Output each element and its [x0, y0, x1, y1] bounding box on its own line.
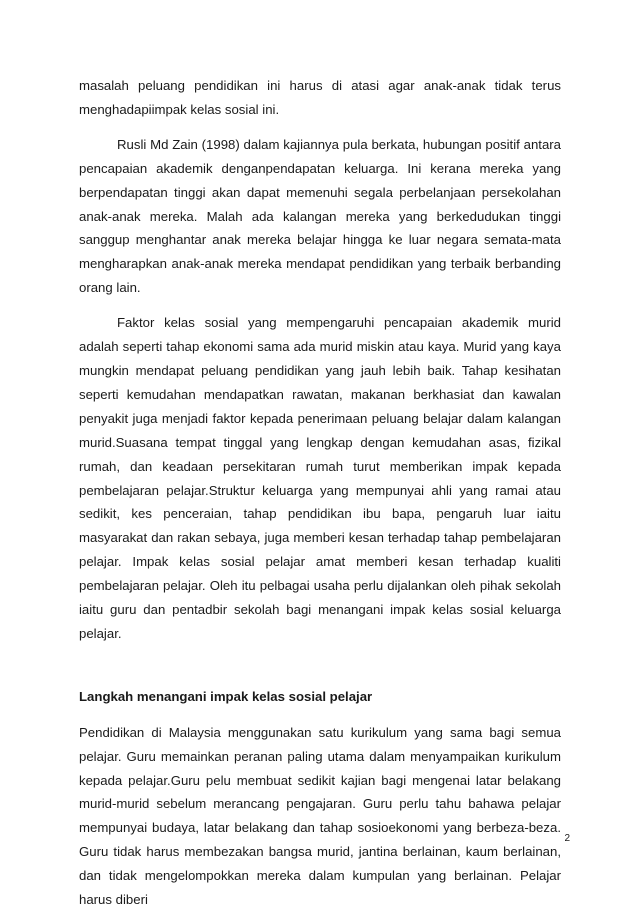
- paragraph-rusli-md-zain: Rusli Md Zain (1998) dalam kajiannya pula berkata, hubungan positif antara pencapaian akademik denganpendapatan keluarga. Ini kerana mereka yang berpendapatan tinggi akan dapat memenuhi segala perbelanjaan persekolahan anak-anak mereka. Malah ada kalangan mereka yang berkedudukan tinggi sanggup menghantar anak mereka belajar hingga ke luar negara semata-mata mengharapkan anak-anak mereka mendapat pendidikan yang terbaik berbanding orang lain.: [79, 136, 561, 296]
- document-body: [79, 74, 561, 912]
- paragraph-pendidikan-malaysia: Pendidikan di Malaysia menggunakan satu kurikulum yang sama bagi semua pelajar. Guru memainkan peranan paling utama dalam menyampaikan kurikulum kepada pelajar.Guru pelu membuat sedikit kajian bagi mengenai latar belakang murid-murid sebelum merancang pengajaran. Guru perlu tahu bahawa pelajar mempunyai budaya, latar belakang dan tahap sosioekonomi yang berbeza-beza. Guru tidak harus membezakan bangsa murid, jantina berlainan, kaum berlainan, dan tidak mengelompokkan mereka dalam kumpulan yang berlainan. Pelajar harus diberi: [79, 724, 561, 908]
- paragraph-faktor-kelas-sosial: Faktor kelas sosial yang mempengaruhi pencapaian akademik murid adalah seperti tahap ekonomi sama ada murid miskin atau kaya. Murid yang kaya mungkin mendapat peluang pendidikan yang jauh lebih baik. Tahap kesihatan seperti kemudahan mendapatkan rawatan, makanan berkhasiat dan kawalan penyakit juga menjadi faktor kepada penerimaan peluang belajar dalam kalangan murid.Suasana tempat tinggal yang lengkap dengan kemudahan asas, fizikal rumah, dan keadaan persekitaran rumah turut memberikan impak kepada pembelajaran pelajar.Struktur keluarga yang mempunyai ahli yang ramai atau sedikit, kes penceraian, tahap pendidikan ibu bapa, pengaruh luar iaitu masyarakat dan rakan sebaya, juga memberi kesan terhadap tahap pembelajaran pelajar. Impak kelas sosial pelajar amat memberi kesan terhadap kualiti pembelajaran pelajar. Oleh itu pelbagai usaha perlu dijalankan oleh pihak sekolah iaitu guru dan pentadbir sekolah bagi menangani impak kelas sosial keluarga pelajar.: [79, 315, 561, 641]
- page-number: 2: [564, 833, 570, 844]
- section-heading: Langkah menangani impak kelas sosial pelajar: [79, 688, 373, 704]
- paragraph-continuation: masalah peluang pendidikan ini harus di atasi agar anak-anak tidak terus menghadapiimpak kelas sosial ini.: [79, 78, 561, 117]
